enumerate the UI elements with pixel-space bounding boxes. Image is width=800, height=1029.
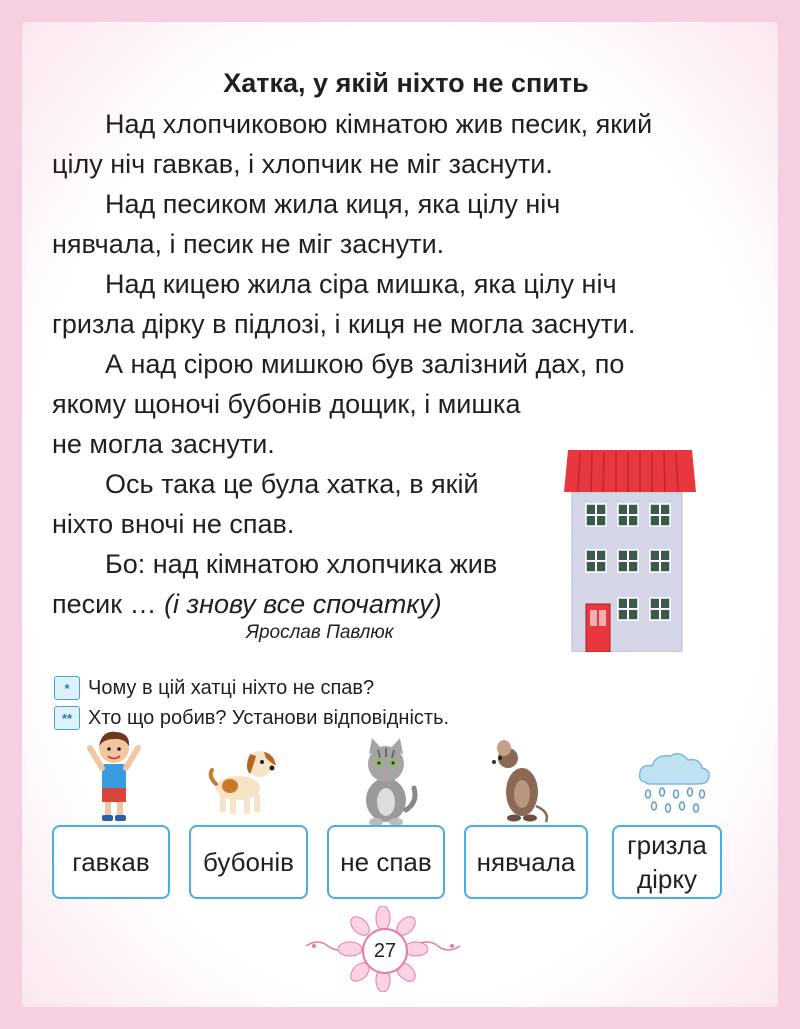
house-picture: [560, 444, 700, 652]
mouse-picture: [488, 738, 552, 824]
story-line: якому щоночі бубонів дощик, і мишка: [52, 389, 521, 419]
author-name: Ярослав Павлюк: [246, 622, 394, 643]
dog-picture: [204, 742, 280, 818]
story-line: нявчала, і песик не міг заснути.: [52, 229, 445, 259]
question-text: Чому в цій хатці ніхто не спав?: [88, 676, 375, 699]
story-line: Над песиком жила киця, яка цілу ніч: [105, 189, 561, 219]
page-number: 27: [362, 928, 408, 974]
story-line: ніхто вночі не спав.: [52, 509, 295, 539]
answer-text: гавкав: [72, 847, 150, 877]
question-text: Хто що робив? Установи відповідність.: [88, 706, 450, 729]
boy-picture: [84, 728, 144, 824]
story-line: гризла дірку в підлозі, і киця не могла заснути.: [52, 309, 636, 339]
story-line: Ось така це була хатка, в якій: [105, 469, 479, 499]
story-line-last: [52, 584, 442, 624]
question-1: [54, 676, 374, 700]
task-marker-icon: **: [54, 706, 80, 730]
answer-text-line1: гризла: [627, 830, 707, 860]
story-line: Бо: над кімнатою хлопчика жив: [105, 549, 498, 579]
answer-box[interactable]: [52, 825, 170, 899]
rain-cloud-picture: [636, 752, 712, 816]
answer-text: нявчала: [476, 847, 576, 877]
answer-box[interactable]: [464, 825, 588, 899]
story-line: цілу ніч гавкав, і хлопчик не міг заснути.: [52, 149, 553, 179]
story-title: Хатка, у якій ніхто не спить: [223, 68, 589, 98]
story-line-text: песик …: [52, 589, 157, 619]
story-line: Над хлопчиковою кімнатою жив песик, який: [105, 109, 653, 139]
task-marker-icon: *: [54, 676, 80, 700]
story-line: не могла заснути.: [52, 429, 275, 459]
question-2: [54, 706, 449, 730]
story-line: А над сірою мишкою був залізний дах, по: [105, 349, 625, 379]
cat-picture: [356, 738, 418, 826]
story-ending-italic: (і знову все спочатку): [164, 589, 442, 619]
answer-text-line2: дірку: [636, 864, 698, 894]
answer-box[interactable]: [189, 825, 308, 899]
answer-box[interactable]: [612, 825, 722, 899]
story-line: Над кицею жила сіра мишка, яка цілу ніч: [105, 269, 617, 299]
answer-box[interactable]: [327, 825, 445, 899]
answer-text: не спав: [340, 847, 432, 877]
answer-text: бубонів: [203, 847, 294, 877]
